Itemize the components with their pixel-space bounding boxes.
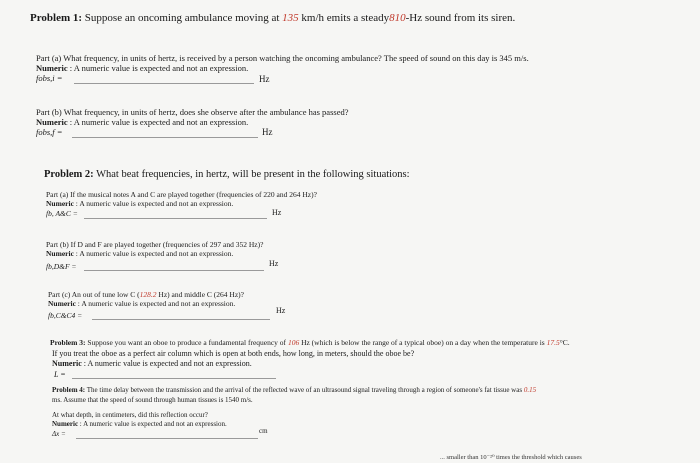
p1a-var: fobs,i = — [36, 73, 63, 83]
p2c-numeric-label: Numeric — [48, 299, 76, 308]
p1a-unit: Hz — [259, 74, 270, 84]
p2b-numeric-text: : A numeric value is expected and not an expression. — [75, 249, 234, 258]
problem1-text-pre: Suppose an oncoming ambulance moving at — [84, 12, 280, 24]
p1a-question: Part (a) What frequency, in units of hertz, is received by a person watching the oncoming ambulance? The speed of sound on this day is 345 m/s. — [36, 53, 529, 63]
p3-numeric-hint — [52, 359, 252, 368]
p2a-numeric-label: Numeric — [46, 199, 74, 208]
p2c-unit: Hz — [276, 306, 286, 315]
p2a-answer-input[interactable] — [84, 218, 267, 219]
problem1-text-post: -Hz sound from its siren. — [405, 12, 516, 24]
problem3-line2: If you treat the oboe as a perfect air column which is open at both ends, how long, in meters, should the oboe be? — [52, 349, 415, 358]
p2c-answer-input[interactable] — [92, 319, 270, 320]
p4-numeric-hint — [52, 420, 227, 428]
p4-numeric-text: : A numeric value is expected and not an expression. — [79, 420, 227, 428]
p2b-numeric-hint — [46, 249, 233, 258]
problem1-label: Problem 1: — [30, 12, 83, 24]
p3-answer-input[interactable] — [72, 378, 276, 379]
p2b-numeric-label: Numeric — [46, 249, 74, 258]
p2b-answer-input[interactable] — [84, 270, 264, 271]
problem4-line1 — [52, 386, 536, 394]
p2c-var: fb,C&C4 = — [48, 311, 83, 320]
p2c-question — [48, 290, 244, 299]
problem3-freq: 106 — [287, 338, 300, 347]
p1a-answer-input[interactable] — [74, 83, 254, 84]
problem3-line1 — [50, 338, 570, 347]
p2a-question: Part (a) If the musical notes A and C are played together (frequencies of 220 and 264 Hz)? — [46, 190, 317, 199]
p1a-numeric-hint — [36, 63, 248, 73]
p4-unit: cm — [259, 427, 268, 435]
p4-numeric-label: Numeric — [52, 420, 79, 428]
problem1-heading — [30, 12, 515, 24]
p2a-var: fb, A&C = — [46, 209, 78, 218]
problem1-text-mid: km/h emits a steady — [301, 12, 390, 24]
problem4-delay: 0.15 — [523, 386, 537, 394]
p1b-var: fobs,f = — [36, 127, 63, 137]
problem2-text: What beat frequencies, in hertz, will be present in the following situations: — [96, 169, 410, 180]
problem4-label: Problem 4: — [52, 386, 86, 394]
problem3-text-mid: Hz (which is below the range of a typical oboe) on a day when the temperature is — [301, 338, 545, 347]
problem1-speed: 135 — [282, 12, 299, 24]
p2c-question-post: Hz) and middle C (264 Hz)? — [158, 290, 245, 299]
p2c-low-c-freq: 128.2 — [139, 290, 157, 299]
problem3-temp: 17.5 — [546, 338, 560, 347]
p1b-question: Part (b) What frequency, in units of hertz, does she observe after the ambulance has passed? — [36, 107, 349, 117]
p2c-question-pre: Part (c) An out of tune low C ( — [48, 290, 140, 299]
p2c-numeric-text: : A numeric value is expected and not an expression. — [77, 299, 236, 308]
p2a-numeric-hint — [46, 199, 233, 208]
p4-answer-input[interactable] — [76, 438, 258, 439]
p2b-var: fb,D&F = — [46, 262, 77, 271]
p1b-numeric-hint — [36, 117, 248, 127]
p4-var: Δx = — [52, 430, 66, 438]
p2a-numeric-text: : A numeric value is expected and not an expression. — [75, 199, 234, 208]
p2a-unit: Hz — [272, 208, 282, 217]
p2c-numeric-hint — [48, 299, 235, 308]
problem3-text-pre: Suppose you want an oboe to produce a fundamental frequency of — [87, 338, 287, 347]
p1b-unit: Hz — [262, 127, 273, 137]
p3-var: L = — [54, 370, 66, 379]
problem4-text-pre: The time delay between the transmission and the arrival of the reflected wave of an ultrasound signal traveling through a region of someone's fat tissue was — [86, 386, 523, 394]
p1b-numeric-label: Numeric — [36, 117, 68, 127]
problem3-text-post: °C. — [559, 338, 570, 347]
p2b-unit: Hz — [269, 259, 279, 268]
p1a-numeric-label: Numeric — [36, 63, 68, 73]
p1b-numeric-text: : A numeric value is expected and not an expression. — [69, 117, 249, 127]
problem2-heading — [44, 169, 410, 180]
problem5-partial-text: ... smaller than 10⁻²⁰ times the threshold which causes — [440, 454, 582, 461]
problem3-label: Problem 3: — [50, 338, 86, 347]
problem4-line2: ms. Assume that the speed of sound through human tissues is 1540 m/s. — [52, 396, 253, 404]
problem2-label: Problem 2: — [44, 169, 94, 180]
p3-numeric-text: : A numeric value is expected and not an expression. — [83, 359, 252, 368]
p1a-numeric-text: : A numeric value is expected and not an expression. — [69, 63, 249, 73]
p2b-question: Part (b) If D and F are played together (frequencies of 297 and 352 Hz)? — [46, 240, 264, 249]
p4-question: At what depth, in centimeters, did this reflection occur? — [52, 411, 208, 419]
p3-numeric-label: Numeric — [52, 359, 82, 368]
p1b-answer-input[interactable] — [72, 137, 258, 138]
problem1-freq: 810 — [389, 12, 406, 24]
